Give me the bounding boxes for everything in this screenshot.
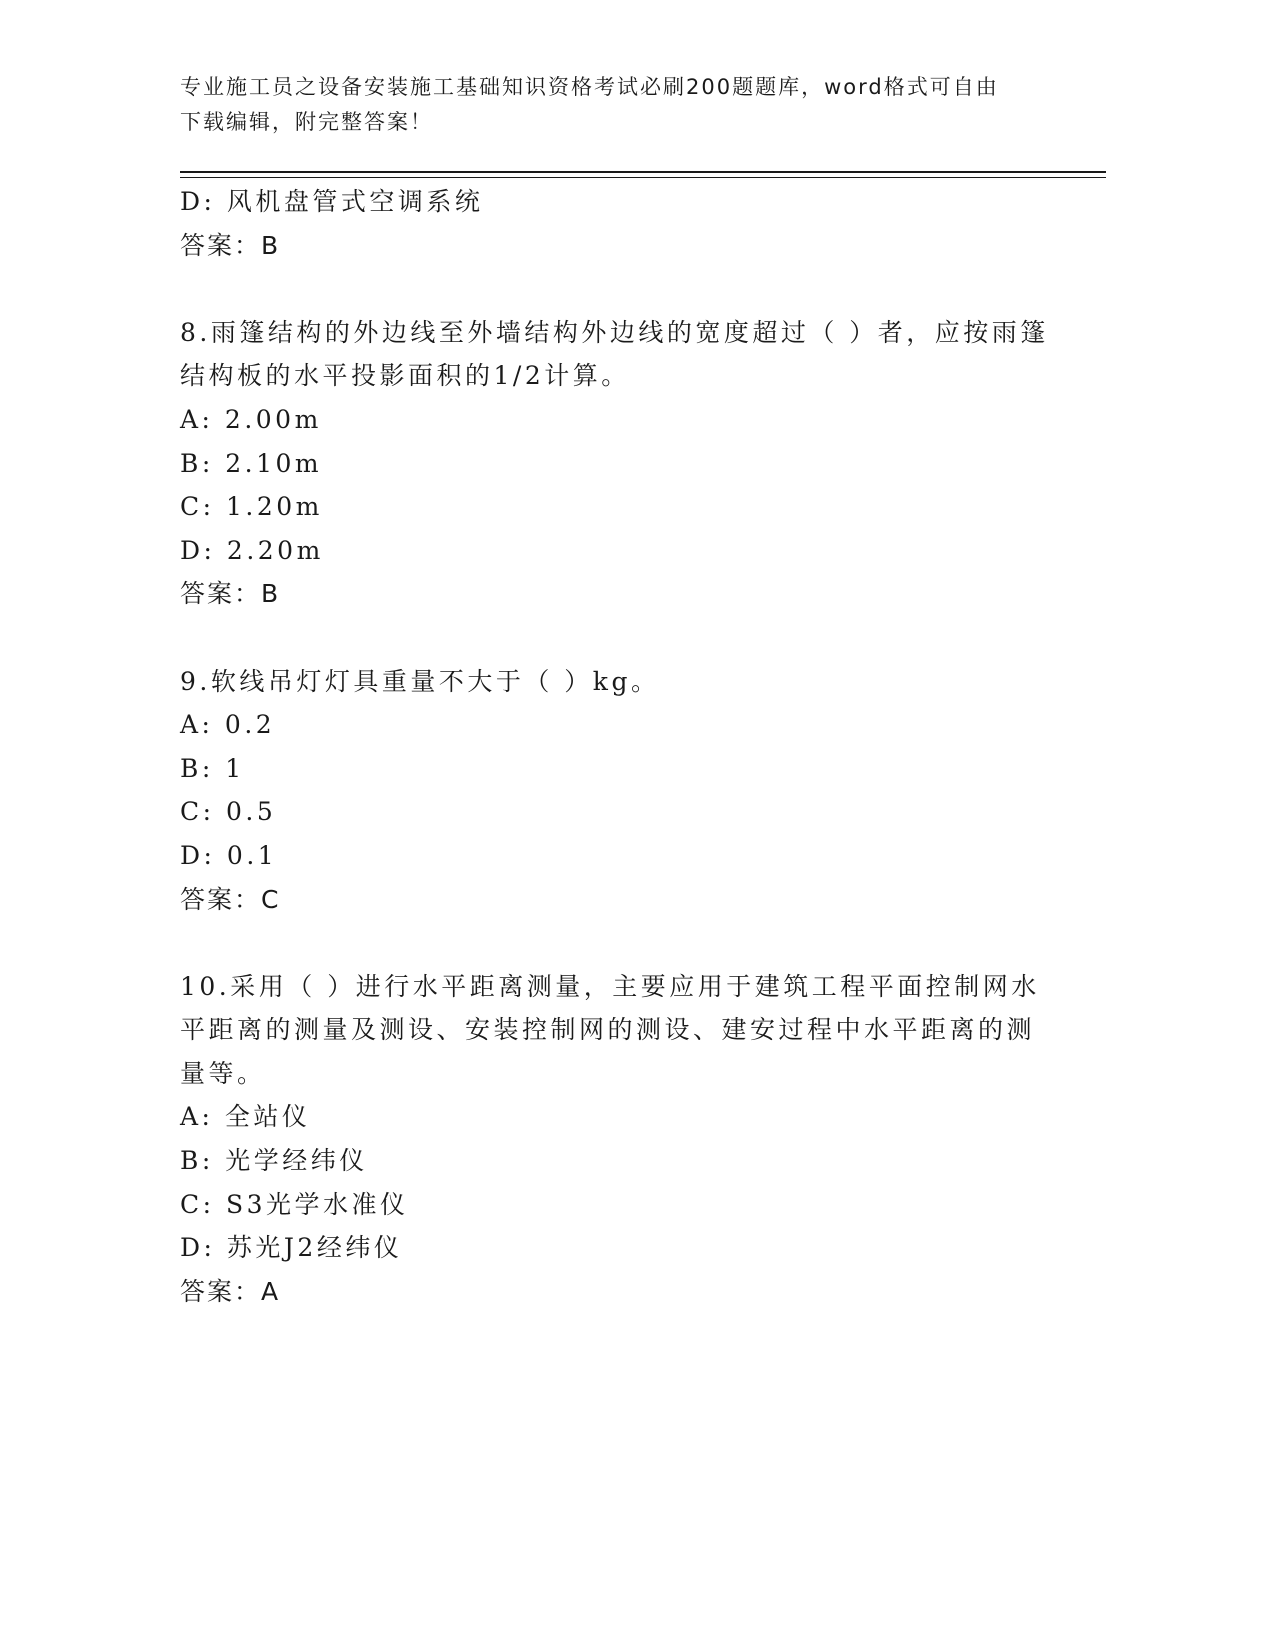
question-9: [180, 660, 1050, 922]
question-text-line: 平距离的测量及测设、安装控制网的测设、建安过程中水平距离的测: [180, 1015, 1036, 1045]
answer-line: 答案：B: [180, 230, 281, 260]
option-b: B: 1: [180, 753, 245, 783]
question-text-line: 量等。: [180, 1058, 266, 1088]
option-d: D: 0.1: [180, 840, 278, 870]
header-line-1: 专业施工员之设备安装施工基础知识资格考试必刷200题题库，word格式可自由: [180, 75, 999, 99]
header-divider-thin: [180, 177, 1106, 178]
option-d: D: 风机盘管式空调系统: [180, 187, 484, 216]
option-c: C: S3光学水准仪: [180, 1189, 409, 1219]
answer-line: 答案：C: [180, 884, 281, 914]
option-a: A: 全站仪: [180, 1102, 311, 1132]
answer-line: 答案：A: [180, 1276, 281, 1306]
option-a: A: 0.2: [180, 710, 276, 740]
question-10: [180, 965, 1050, 1314]
spacer: [180, 267, 1050, 311]
header-line-2: 下载编辑，附完整答案！: [180, 110, 433, 134]
previous-question-tail: [180, 180, 1050, 267]
question-text-line: 9.软线吊灯灯具重量不大于（ ）kg。: [180, 666, 660, 696]
option-a: A: 2.00m: [180, 404, 322, 434]
document-header: [180, 70, 1060, 140]
option-b: B: 2.10m: [180, 448, 323, 478]
question-8: [180, 311, 1050, 616]
option-b: B: 光学经纬仪: [180, 1146, 368, 1176]
spacer: [180, 616, 1050, 660]
option-d: D: 2.20m: [180, 535, 324, 565]
option-c: C: 1.20m: [180, 492, 323, 522]
option-c: C: 0.5: [180, 797, 277, 827]
option-d: D: 苏光J2经纬仪: [180, 1233, 403, 1263]
question-text-line: 10.采用（ ）进行水平距离测量，主要应用于建筑工程平面控制网水: [180, 971, 1040, 1001]
answer-line: 答案：B: [180, 579, 281, 609]
header-divider-thick: [180, 171, 1106, 173]
question-text-line: 8.雨篷结构的外边线至外墙结构外边线的宽度超过（ ）者，应按雨篷: [180, 317, 1049, 347]
spacer: [180, 921, 1050, 965]
question-text-line: 结构板的水平投影面积的1/2计算。: [180, 361, 630, 391]
question-content: [180, 180, 1050, 1313]
